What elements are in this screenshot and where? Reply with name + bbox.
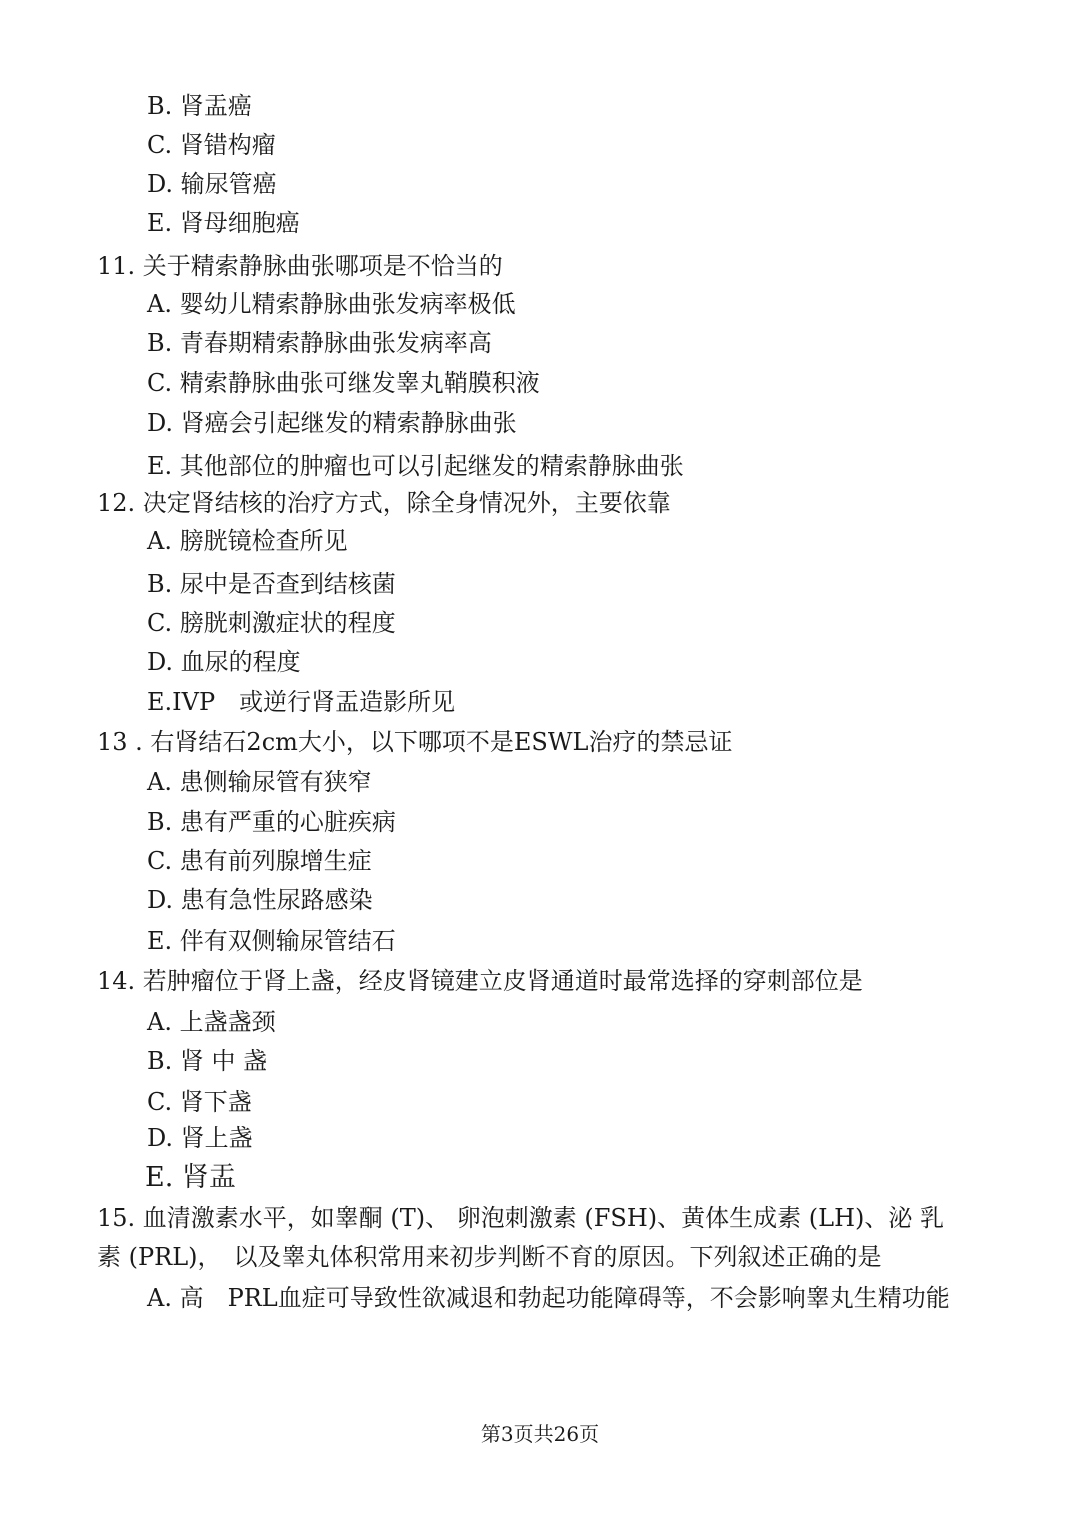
q13-option-a: A. 患侧输尿管有狭窄 [147, 768, 372, 796]
q14-option-c: C. 肾下盏 [147, 1088, 252, 1116]
q12-option-e: E.IVP 或逆行肾盂造影所见 [147, 688, 456, 716]
q10-option-c: C. 肾错构瘤 [147, 131, 276, 159]
q13-option-b: B. 患有严重的心脏疾病 [147, 808, 396, 836]
q14-option-b: B. 肾 中 盏 [147, 1047, 268, 1075]
q11-option-a: A. 婴幼儿精索静脉曲张发病率极低 [147, 290, 516, 318]
q14-option-e: E. 肾盂 [145, 1162, 236, 1193]
q11-option-d: D. 肾癌会引起继发的精索静脉曲张 [147, 409, 517, 437]
q13-option-c: C. 患有前列腺增生症 [147, 847, 372, 875]
q10-option-b: B. 肾盂癌 [147, 92, 252, 120]
q12-option-c: C. 膀胱刺激症状的程度 [147, 609, 396, 637]
q13-stem: 13 . 右肾结石2cm大小，以下哪项不是ESWL治疗的禁忌证 [97, 728, 733, 756]
page-number: 第3页共26页 [480, 1422, 600, 1446]
q13-option-e: E. 伴有双侧输尿管结石 [147, 927, 396, 955]
q12-option-a: A. 膀胱镜检查所见 [147, 527, 348, 555]
q12-stem: 12. 决定肾结核的治疗方式，除全身情况外，主要依靠 [97, 489, 671, 517]
q11-stem: 11. 关于精索静脉曲张哪项是不恰当的 [97, 252, 503, 280]
q14-option-d: D. 肾上盏 [147, 1124, 253, 1152]
q14-option-a: A. 上盏盏颈 [147, 1008, 276, 1036]
q11-option-c: C. 精索静脉曲张可继发睾丸鞘膜积液 [147, 369, 540, 397]
q14-stem: 14. 若肿瘤位于肾上盏，经皮肾镜建立皮肾通道时最常选择的穿刺部位是 [97, 967, 863, 995]
q15-option-a: A. 高 PRL血症可导致性欲减退和勃起功能障碍等，不会影响睾丸生精功能 [147, 1284, 950, 1312]
q15-stem-line-2: 素 (PRL)， 以及睾丸体积常用来初步判断不育的原因。下列叙述正确的是 [97, 1243, 882, 1271]
q10-option-d: D. 输尿管癌 [147, 170, 277, 198]
q10-option-e: E. 肾母细胞癌 [147, 209, 300, 237]
q12-option-d: D. 血尿的程度 [147, 648, 301, 676]
q13-option-d: D. 患有急性尿路感染 [147, 886, 373, 914]
q15-stem-line-1: 15. 血清激素水平，如睾酮 (T)、 卵泡刺激素 (FSH)、黄体生成素 (LH)、泌 乳 [97, 1204, 945, 1232]
q11-option-b: B. 青春期精索静脉曲张发病率高 [147, 329, 492, 357]
q12-option-b: B. 尿中是否查到结核菌 [147, 570, 396, 598]
q11-option-e: E. 其他部位的肿瘤也可以引起继发的精索静脉曲张 [147, 452, 684, 480]
